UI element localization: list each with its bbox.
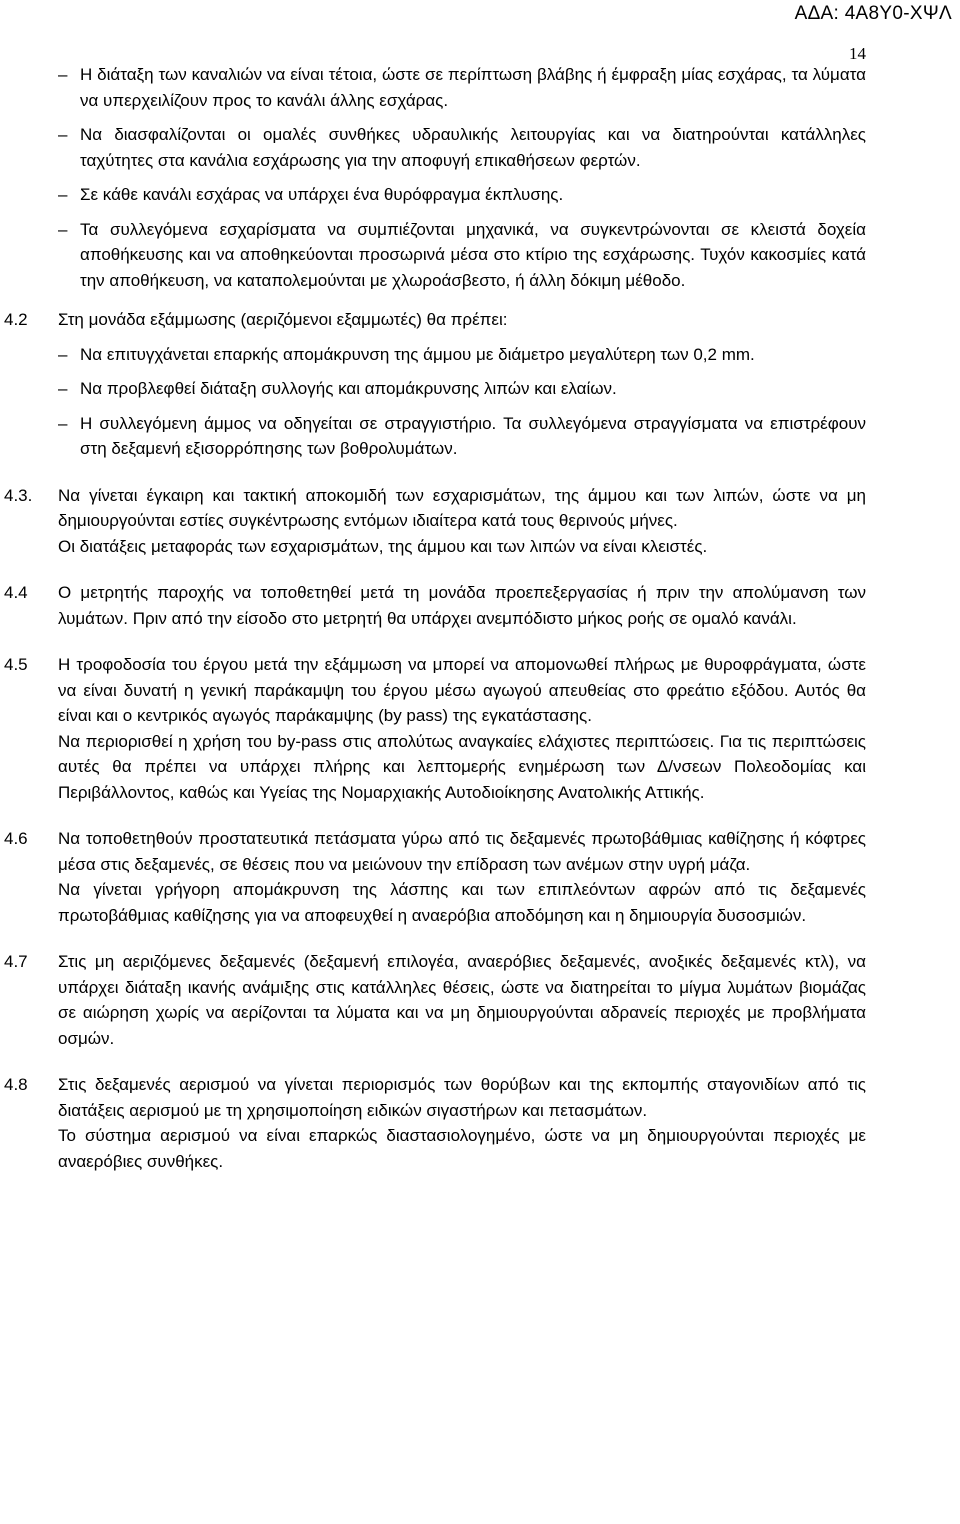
list-item — [58, 62, 866, 113]
section-4-6 — [4, 826, 866, 928]
section-paragraph: Να γίνεται έγκαιρη και τακτική αποκομιδή των εσχαρισμάτων, της άμμου και των λιπών, ώστε να μη δημιουργούνται εστίες συγκέντρωσης εντόμων ιδιαίτερα κατά τους θερινούς μήνες. — [58, 485, 866, 530]
section-number: 4.2 — [4, 310, 28, 329]
section-paragraph: Να περιορισθεί η χρήση του by-pass στις απολύτως αναγκαίες ελάχιστες περιπτώσεις. Για τις περιπτώσεις αυτές θα πρέπει να υπάρχει πλήρης και λεπτομερής ενημέρωση των Δ/νσεων Πολεοδομίας και Περιβάλλοντος, καθώς και Υγείας της Νομαρχιακής Αυτοδιοίκησης Ανατολικής Αττικής. — [58, 731, 866, 802]
dash-marker: – — [58, 379, 68, 398]
page-number: 14 — [849, 44, 866, 63]
list-item — [58, 217, 866, 294]
list-item — [58, 342, 866, 368]
list-item — [58, 411, 866, 462]
section-number: 4.8 — [4, 1075, 28, 1094]
list-item-text: Να προβλεφθεί διάταξη συλλογής και απομάκρυνσης λιπών και ελαίων. — [80, 379, 617, 398]
section-4-8 — [4, 1072, 866, 1174]
section-paragraph: Να τοποθετηθούν προστατευτικά πετάσματα γύρω από τις δεξαμενές πρωτοβάθμιας καθίζησης ή κόφτρες μέσα στις δεξαμενές, σε θέσεις που να μειώνουν την επίδραση των ανέμων στην υγρή μάζα. — [58, 829, 866, 874]
section-paragraph: Η τροφοδοσία του έργου μετά την εξάμμωση να μπορεί να απομονωθεί πλήρως με θυροφράγματα, ώστε να είναι δυνατή η γενική παράκαμψη του έργου μέσω αγωγού απευθείας στο φρεάτιο εξόδου. Αυτός θα είναι και ο κεντρικός αγωγός παράκαμψης (by pass) της εγκατάστασης. — [58, 655, 866, 725]
section-bullet-list — [58, 342, 866, 462]
dash-marker: – — [58, 185, 68, 204]
section-paragraph: Να γίνεται γρήγορη απομάκρυνση της λάσπης και των επιπλεόντων αφρών από τις δεξαμενές πρωτοβάθμιας καθίζησης για να αποφευχθεί η αναερόβια αποδόμηση και η δημιουργία δυσοσμιών. — [58, 880, 866, 925]
section-number: 4.5 — [4, 655, 28, 674]
dash-marker: – — [58, 219, 68, 239]
dash-marker: – — [58, 65, 68, 84]
section-paragraph: Ο μετρητής παροχής να τοποθετηθεί μετά τη μονάδα προεπεξεργασίας ή πριν την απολύμανση των λυμάτων. Πριν από την είσοδο στο μετρητή θα υπάρχει ανεμπόδιστο μήκος ροής σε ομαλό κανάλι. — [58, 583, 866, 628]
intro-bullet-list — [58, 62, 866, 293]
dash-marker: – — [58, 344, 68, 364]
section-number: 4.4 — [4, 583, 28, 602]
document-body — [4, 62, 866, 1174]
list-item-text: Να επιτυγχάνεται επαρκής απομάκρυνση της άμμου με διάμετρο μεγαλύτερη των 0,2 mm. — [80, 344, 755, 364]
section-number: 4.7 — [4, 952, 28, 971]
section-number: 4.6 — [4, 829, 28, 848]
section-paragraph: Στις δεξαμενές αερισμού να γίνεται περιορισμός των θορύβων και της εκπομπής σταγονιδίων από τις διατάξεις αερισμού με τη χρησιμοποίηση ειδικών σιγαστήρων και πετασμάτων. — [58, 1075, 866, 1120]
section-4-5 — [4, 652, 866, 805]
list-item-text: Να διασφαλίζονται οι ομαλές συνθήκες υδραυλικής λειτουργίας και να διατηρούνται κατάλληλες ταχύτητες στα κανάλια εσχάρωσης για την αποφυγή επικαθήσεων φερτών. — [80, 125, 866, 170]
list-item — [58, 122, 866, 173]
section-4-2 — [4, 307, 866, 462]
section-4-3 — [4, 483, 866, 560]
list-item-text: Σε κάθε κανάλι εσχάρας να υπάρχει ένα θυρόφραγμα έκπλυσης. — [80, 185, 564, 204]
section-paragraph: Στις μη αεριζόμενες δεξαμενές (δεξαμενή επιλογέα, αναερόβιες δεξαμενές, ανοξικές δεξαμενές κτλ), να υπάρχει διάταξη ικανής ανάμιξης στις κατάλληλες θέσεις, ώστε να διατηρείται το μίγμα λυμάτων βιομάζας σε αιώρηση χωρίς να αερίζονται τα λύματα και να μη δημιουργούνται αδρανείς περιοχές με προβλήματα οσμών. — [58, 952, 866, 1048]
list-item — [58, 182, 866, 208]
section-4-7 — [4, 949, 866, 1051]
section-paragraph: Το σύστημα αερισμού να είναι επαρκώς διαστασιολογημένο, ώστε να μη δημιουργούνται περιοχές με αναερόβιες συνθήκες. — [58, 1126, 866, 1171]
list-item-text: Η συλλεγόμενη άμμος να οδηγείται σε στραγγιστήριο. Τα συλλεγόμενα στραγγίσματα να επιστρέφουν στη δεξαμενή εξισορρόπησης των βοθρολυμάτων. — [80, 413, 866, 458]
list-item-text: Τα συλλεγόμενα εσχαρίσματα να συμπιέζονται μηχανικά, να συγκεντρώνονται σε κλειστά δοχεία αποθήκευσης και να αποθηκεύονται προσωρινά μέσα στο κτίριο της εσχάρωσης. Τυχόν κακοσμίες κατά την αποθήκευση, να καταπολεμούνται με χλωροάσβεστο, ή άλλη δόκιμη μέθοδο. — [80, 219, 866, 290]
ada-code: ΑΔΑ: 4Α8Υ0-ΧΨΛ — [794, 3, 952, 24]
section-text: Στη μονάδα εξάμμωσης (αεριζόμενοι εξαμμωτές) θα πρέπει: — [58, 310, 508, 329]
list-item-text: Η διάταξη των καναλιών να είναι τέτοια, ώστε σε περίπτωση βλάβης ή έμφραξη μίας εσχάρας, τα λύματα να υπερχειλίζουν προς το κανάλι άλλης εσχάρας. — [80, 65, 866, 110]
section-number: 4.3. — [4, 485, 33, 505]
dash-marker: – — [58, 125, 68, 144]
dash-marker: – — [58, 413, 68, 433]
section-paragraph: Οι διατάξεις μεταφοράς των εσχαρισμάτων, της άμμου και των λιπών να είναι κλειστές. — [58, 536, 708, 556]
section-4-4 — [4, 580, 866, 631]
list-item — [58, 376, 866, 402]
